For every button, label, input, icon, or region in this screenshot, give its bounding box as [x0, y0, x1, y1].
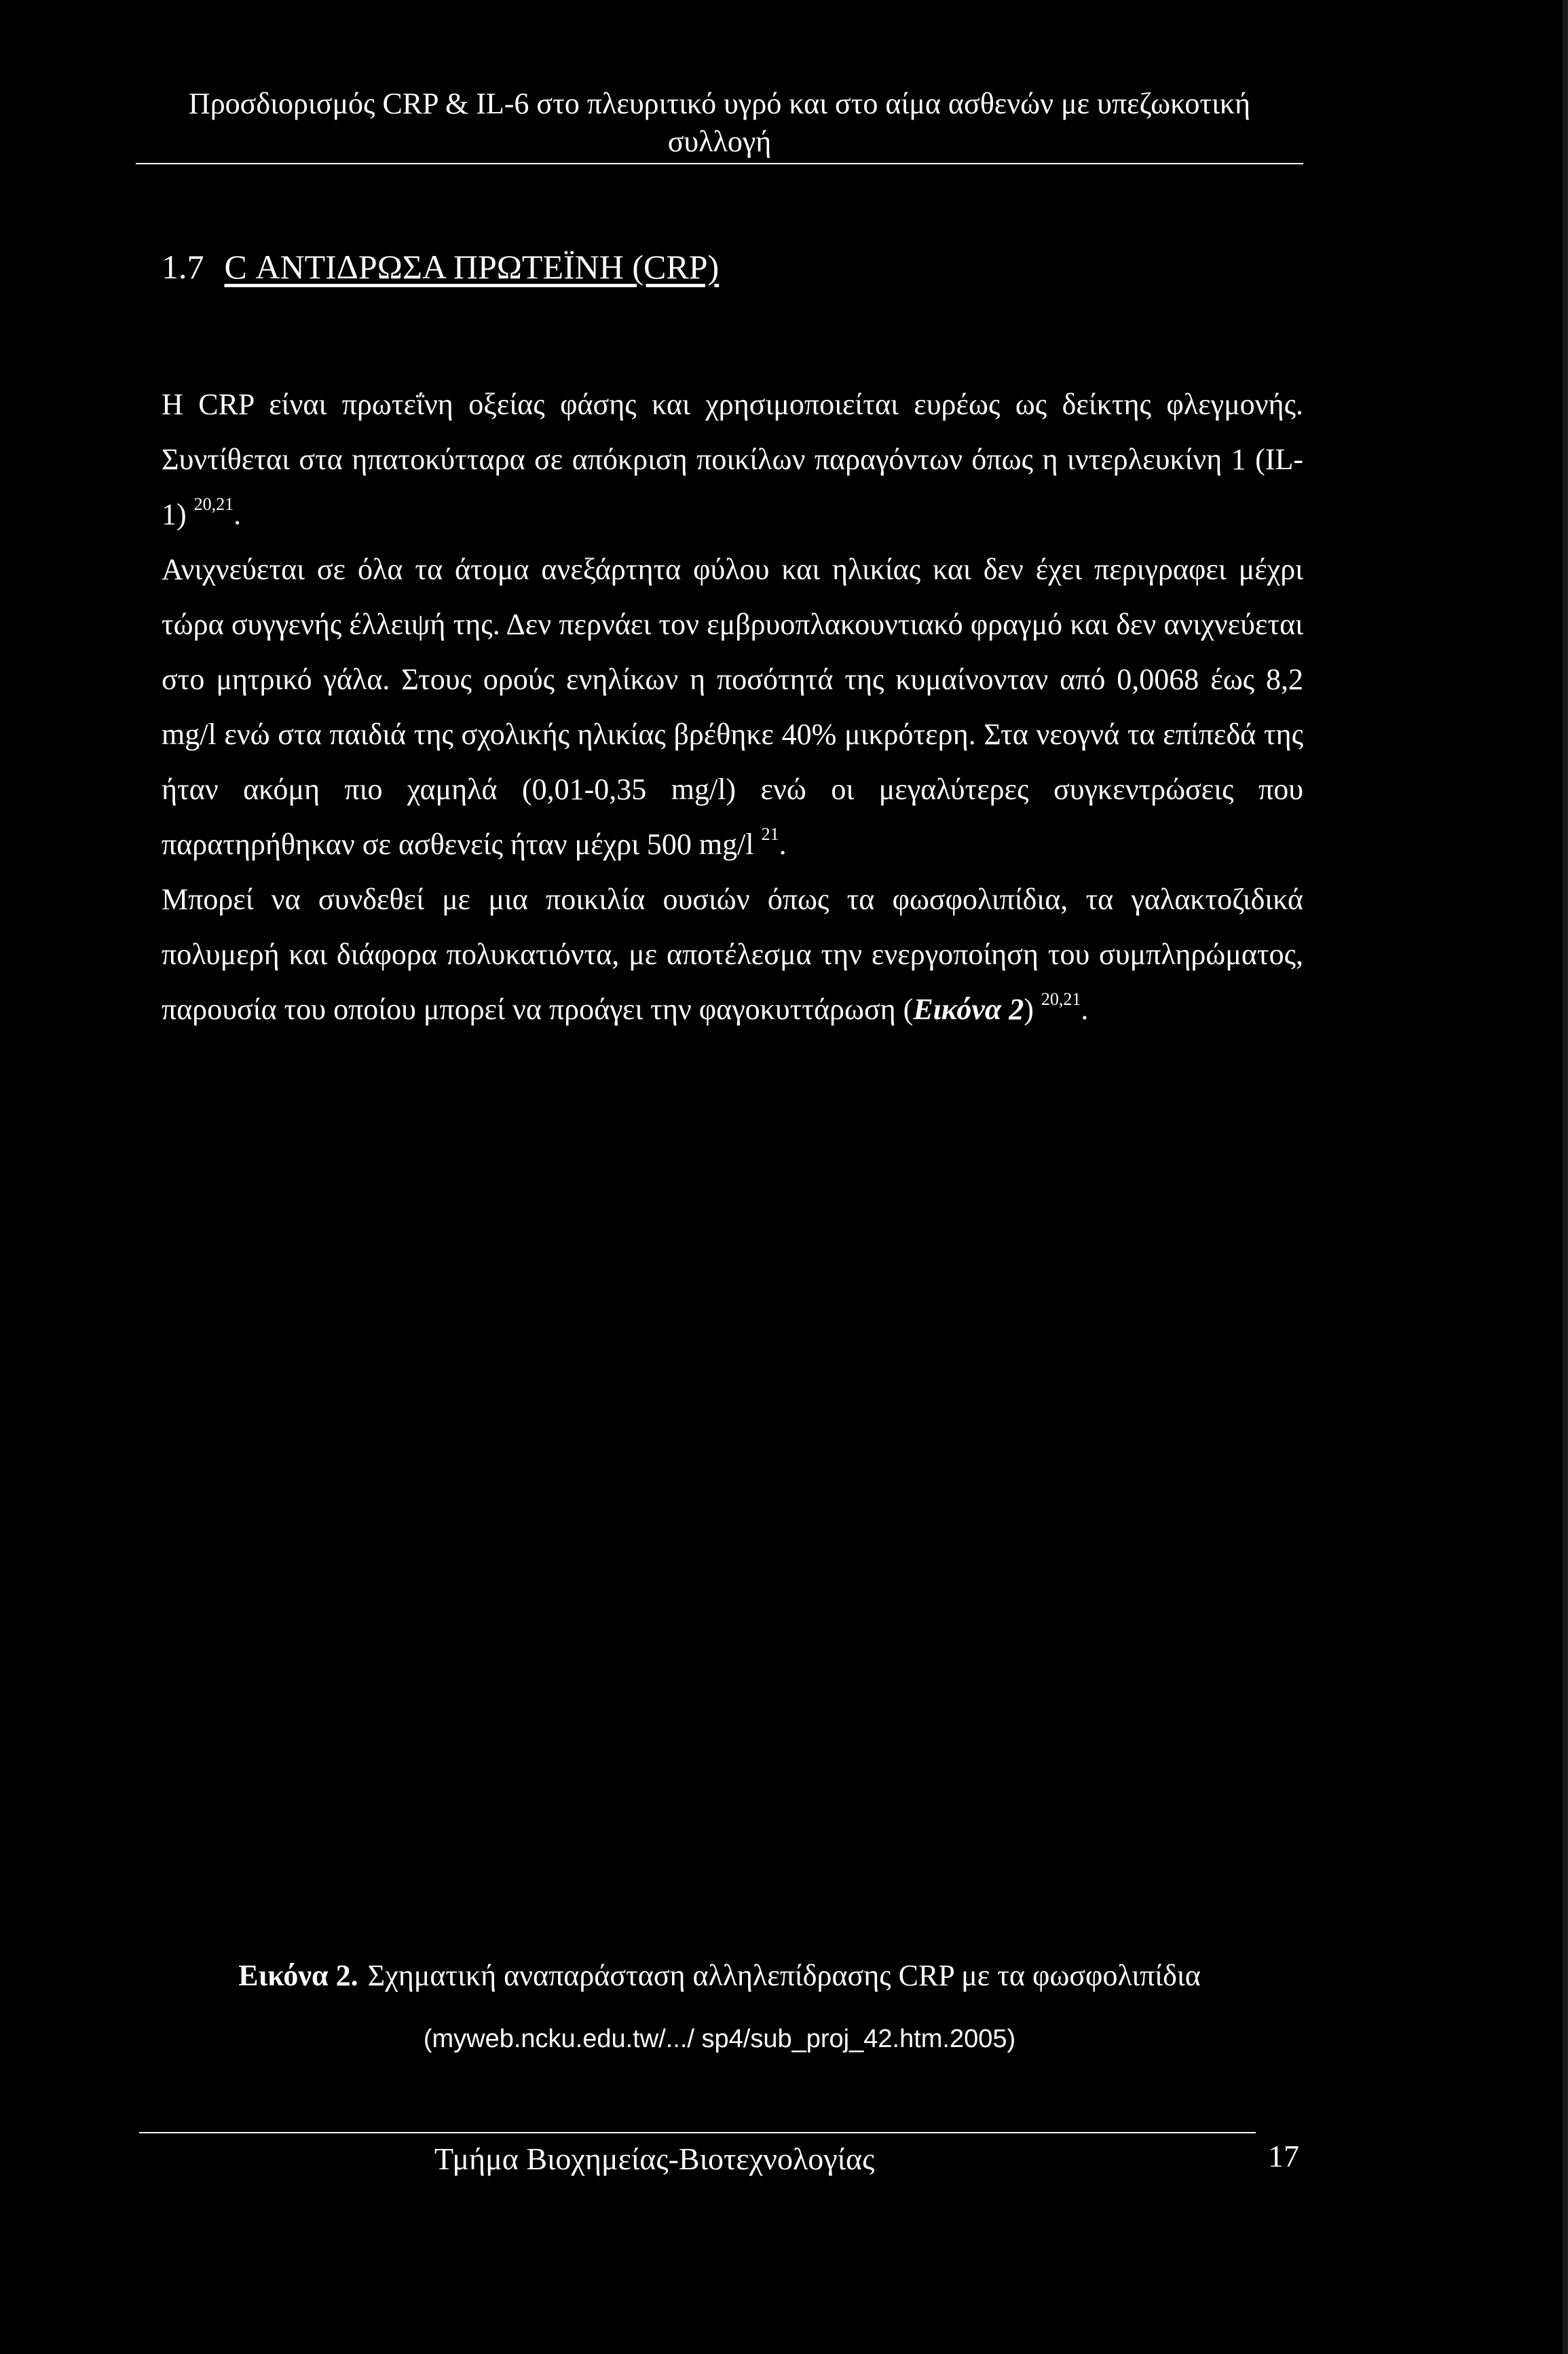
citation-ref: 20,21	[193, 494, 234, 515]
paragraph-3-close: )	[1024, 993, 1034, 1026]
citation-ref: 21	[761, 824, 779, 845]
paragraph-3	[162, 872, 1303, 1037]
caption-label: Εικόνα 2.	[238, 1959, 358, 1992]
paragraph-3-end: .	[1081, 993, 1089, 1026]
paragraph-2	[162, 542, 1303, 872]
body-text	[162, 377, 1303, 1037]
running-header: Προσδιορισμός CRP & IL-6 στο πλευριτικό υγρό και στο αίμα ασθενών με υπεζωκοτική συλλογή	[188, 87, 1251, 158]
paragraph-3-text: Μπορεί να συνδεθεί με μια ποικιλία ουσιών όπως τα φωσφολιπίδια, τα γαλακτοζιδικά πολυμερή και διάφορα πολυκατιόντα, με αποτέλεσμα την ενεργοποίηση του συμπληρώματος, παρουσία του οποίου μπορεί να προάγει την φαγοκυττάρωση (	[162, 883, 1303, 1026]
footer-department: Τμήμα Βιοχημείας-Βιοτεχνολογίας	[434, 2141, 875, 2176]
citation-ref: 20,21	[1041, 989, 1081, 1010]
header-divider	[136, 163, 1303, 164]
paragraph-2-text: Ανιχνεύεται σε όλα τα άτομα ανεξάρτητα φύλου και ηλικίας και δεν έχει περιγραφει μέχρι τώρα συγγενής έλλειψή της. Δεν περνάει τον εμβρυοπλακουντιακό φραγμό και δεν ανιχνεύεται στο μητρικό γάλα. Στους ορούς ενηλίκων η ποσότητά της κυμαίνονταν από 0,0068 έως 8,2 mg/l ενώ στα παιδιά της σχολικής ηλικίας βρέθηκε 40% μικρότερη. Στα νεογνά τα επίπεδά της ήταν ακόμη πιο χαμηλά (0,01-0,35 mg/l) ενώ οι μεγαλύτερες συγκεντρώσεις που παρατηρήθηκαν σε ασθενείς ήταν μέχρι 500 mg/l	[162, 553, 1303, 861]
caption-text: Σχηματική αναπαράσταση αλληλεπίδρασης CRP με τα φωσφολιπίδια	[367, 1959, 1201, 1992]
caption-source: (myweb.ncku.edu.tw/.../ sp4/sub_proj_42.htm.2005)	[423, 2025, 1016, 2053]
figure-reference: Εικόνα 2	[913, 993, 1024, 1026]
page-number: 17	[1268, 2139, 1299, 2173]
paragraph-1-text: Η CRP είναι πρωτεΐνη οξείας φάσης και χρησιμοποιείται ευρέως ως δείκτης φλεγμονής. Συντίθεται στα ηπατοκύτταρα σε απόκριση ποικίλων παραγόντων όπως η ιντερλευκίνη 1 (IL-1)	[162, 388, 1303, 531]
section-heading	[162, 246, 719, 287]
paragraph-1	[162, 377, 1303, 542]
figure-caption	[136, 1955, 1303, 1996]
paragraph-1-end: .	[234, 498, 242, 531]
section-title: C ΑΝΤΙΔΡΩΣΑ ΠΡΩΤΕΪΝΗ (CRP)	[224, 248, 720, 286]
paragraph-2-end: .	[779, 828, 787, 861]
footer-divider	[139, 2132, 1256, 2133]
section-number: 1.7	[162, 248, 204, 286]
scan-edge	[1563, 0, 1568, 2354]
